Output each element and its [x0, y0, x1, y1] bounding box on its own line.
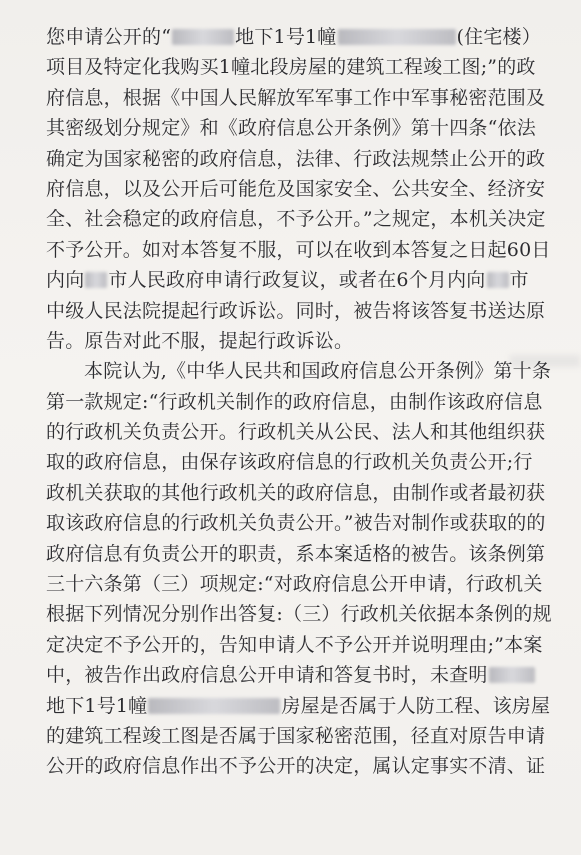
text-line — [46, 22, 556, 52]
text-segment: 市人民政府申请行政复议，或者在6个月内向 — [108, 269, 486, 292]
redaction-mark — [487, 272, 509, 288]
text-line — [46, 356, 556, 386]
redaction-mark — [338, 29, 456, 45]
text-line — [46, 265, 556, 295]
text-segment: 取该政府信息的行政机关负责公开。”被告对制作或获取的的 — [46, 512, 546, 535]
text-segment: 市 — [509, 269, 529, 292]
text-segment: 本院认为,《中华人民共和国政府信息公开条例》第十条 — [84, 360, 552, 383]
text-line — [46, 387, 556, 417]
text-line — [46, 599, 556, 629]
text-line — [46, 691, 556, 721]
text-segment: 不予公开。如对本答复不服，可以在收到本答复之日起60日 — [46, 238, 551, 261]
text-segment: 中，被告作出政府信息公开申请和答复书时，未查明 — [46, 664, 488, 687]
text-segment: 全、社会稳定的政府信息，不予公开。”之规定，本机关决定 — [46, 208, 546, 231]
text-line — [46, 508, 556, 538]
redaction-mark — [172, 29, 234, 45]
text-line — [46, 569, 556, 599]
text-segment: 告。原告对此不服，提起行政诉讼。 — [46, 329, 354, 352]
text-segment: 您申请公开的“ — [46, 26, 172, 48]
text-line — [46, 113, 556, 143]
text-line — [46, 630, 556, 660]
text-line — [46, 751, 556, 781]
text-line — [46, 174, 556, 204]
text-line — [46, 235, 556, 265]
text-segment: 其密级划分规定》和《政府信息公开条例》第十四条“依法 — [46, 117, 536, 140]
text-segment: 中级人民法院提起行政诉讼。同时，被告将该答复书送达原 — [46, 299, 546, 322]
text-segment: 公开的政府信息作出不予公开的决定，属认定事实不清、证 — [46, 755, 546, 778]
text-segment: 府信息，根据《中国人民解放军军事工作中军事秘密范围及 — [46, 86, 546, 109]
text-line — [46, 296, 556, 326]
text-segment: 的行政机关负责公开。行政机关从公民、法人和其他组织获 — [46, 421, 546, 444]
text-segment: 房屋是否属于人防工程、该房屋 — [281, 694, 551, 717]
text-line — [46, 326, 556, 356]
text-segment: (住宅楼） — [456, 26, 541, 48]
text-segment: 三十六条第（三）项规定:“对政府信息公开申请，行政机关 — [46, 573, 543, 596]
text-line — [46, 144, 556, 174]
text-line — [46, 83, 556, 113]
text-line — [46, 447, 556, 477]
text-segment: 取的政府信息，由保存该政府信息的行政机关负责公开;行 — [46, 451, 533, 474]
text-segment: 的建筑工程竣工图是否属于国家秘密范围，径直对原告申请 — [46, 724, 546, 747]
text-line — [46, 660, 556, 690]
text-segment: 定决定不予公开的，告知申请人不予公开并说明理由;”本案 — [46, 633, 543, 656]
text-segment: 确定为国家秘密的政府信息，法律、行政法规禁止公开的政 — [46, 147, 546, 170]
document-body — [46, 22, 556, 782]
text-segment: 地下1号1幢 — [235, 26, 337, 48]
redaction-mark — [489, 667, 535, 683]
text-segment: 项目及特定化我购买1幢北段房屋的建筑工程竣工图;”的政 — [46, 56, 536, 79]
text-segment: 第一款规定:“行政机关制作的政府信息，由制作该政府信息 — [46, 390, 543, 413]
text-line — [46, 52, 556, 82]
text-segment: 政府信息有负责公开的职责，系本案适格的被告。该条例第 — [46, 542, 546, 565]
text-line — [46, 478, 556, 508]
text-line — [46, 721, 556, 751]
redaction-mark — [85, 272, 107, 288]
text-segment: 政机关获取的其他行政机关的政府信息，由制作或者最初获 — [46, 481, 546, 504]
text-line — [46, 417, 556, 447]
text-segment: 府信息，以及公开后可能危及国家安全、公共安全、经济安 — [46, 177, 546, 200]
text-line — [46, 204, 556, 234]
redaction-mark — [148, 698, 280, 714]
text-segment: 地下1号1幢 — [46, 694, 148, 717]
text-segment: 内向 — [46, 269, 85, 292]
text-segment: 根据下列情况分别作出答复:（三）行政机关依据本条例的规 — [46, 603, 552, 626]
text-line — [46, 539, 556, 569]
